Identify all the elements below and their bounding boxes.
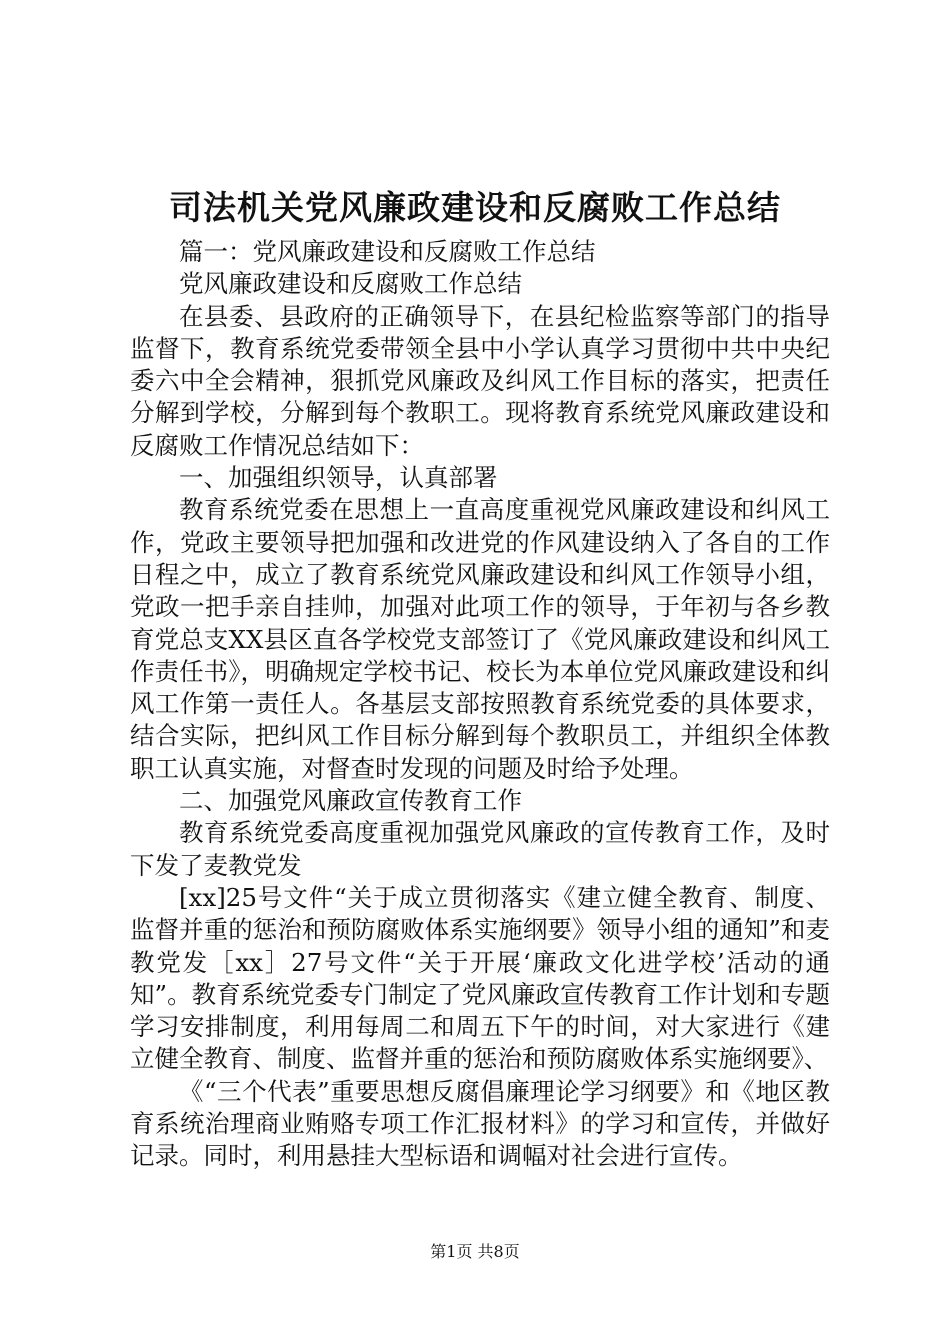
paragraph: 教育系统党委高度重视加强党风廉政的宣传教育工作，及时下发了麦教党发	[130, 818, 830, 880]
section-heading: 一、加强组织领导，认真部署	[179, 463, 498, 493]
paragraph: 《“三个代表”重要思想反腐倡廉理论学习纲要》和《地区教育系统治理商业贿赂专项工作汇报材料》的学习和宣传，并做好记录。同时，利用悬挂大型标语和调幅对社会进行宣传。	[130, 1076, 830, 1171]
paragraph: 教育系统党委在思想上一直高度重视党风廉政建设和纠风工作，党政主要领导把加强和改进党的作风建设纳入了各自的工作日程之中，成立了教育系统党风廉政建设和纠风工作领导小组，党政一把手亲自挂帅，加强对此项工作的领导，于年初与各乡教育党总支XX县区直各学校党支部签订了《党风廉政建设和纠风工作责任书》，明确规定学校书记、校长为本单位党风廉政建设和纠风工作第一责任人。各基层支部按照教育系统党委的具体要求，结合实际，把纠风工作目标分解到每个教职员工，并组织全体教职工认真实施，对督查时发现的问题及时给予处理。	[130, 495, 830, 783]
page-footer: 第1页 共8页	[430, 1242, 520, 1261]
paragraph: 党风廉政建设和反腐败工作总结	[179, 269, 522, 299]
paragraph: [xx]25号文件“关于成立贯彻落实《建立健全教育、制度、监督并重的惩治和预防腐败体系实施纲要》领导小组的通知”和麦教党发［xx］27号文件“关于开展‘廉政文化进学校’活动的通知”。教育系统党委专门制定了党风廉政宣传教育工作计划和专题学习安排制度，利用每周二和周五下午的时间，对大家进行《建立健全教育、制度、监督并重的惩治和预防腐败体系实施纲要》、	[130, 882, 830, 1074]
document-body	[130, 236, 830, 1173]
document-title: 司法机关党风廉政建设和反腐败工作总结	[169, 188, 781, 227]
paragraph: 篇一：党风廉政建设和反腐败工作总结	[179, 237, 596, 266]
paragraph: 在县委、县政府的正确领导下，在县纪检监察等部门的指导监督下，教育系统党委带领全县中小学认真学习贯彻中共中央纪委六中全会精神，狠抓党风廉政及纠风工作目标的落实，把责任分解到学校，分解到每个教职工。现将教育系统党风廉政建设和反腐败工作情况总结如下：	[130, 301, 830, 460]
section-heading: 二、加强党风廉政宣传教育工作	[179, 786, 522, 816]
